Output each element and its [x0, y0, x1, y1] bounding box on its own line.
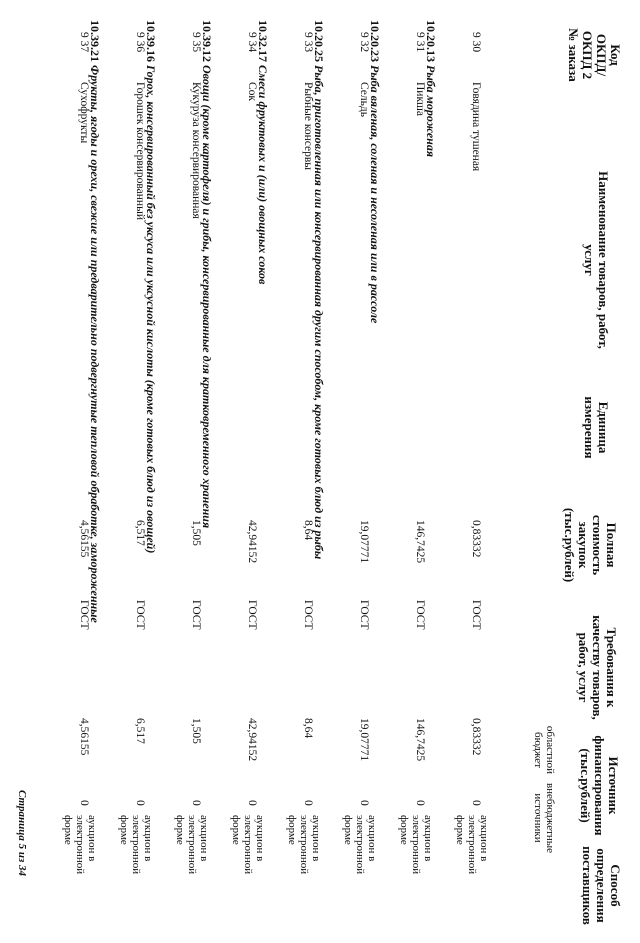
row-name: Говядина тушеная: [470, 82, 482, 172]
section-title: Горох, консервированный без уксуса или уксусной кислоты (кроме готовых блюд из овощей): [144, 65, 158, 554]
row-number: 9 32: [358, 32, 370, 53]
row-cost: 146,7425: [414, 520, 426, 564]
section-code: 10.20.23: [368, 20, 382, 62]
header-code-line-3: ОКПД 2: [580, 30, 595, 80]
row-regional: 4,56155: [78, 718, 90, 756]
row-cost: 42,94152: [246, 520, 258, 564]
section-title: Фрукты, ягоды и орехи, свежие или предварительно подвергнутые тепловой обработке, замороженные: [88, 65, 102, 623]
row-extra: 0: [302, 800, 314, 806]
header-code: [566, 20, 622, 90]
header-source: Источник финансирования (тыс.рублей): [578, 735, 621, 836]
row-method: аукцион в электронной форме: [454, 815, 490, 875]
row-name: Кукуруза консервированная: [190, 82, 202, 219]
header-code-line-4: № заказа: [566, 28, 581, 82]
row-method: аукцион в электронной форме: [286, 815, 322, 875]
header-name: Наименование товаров, работ, услуг: [582, 171, 611, 349]
section-code: 10.39.21: [88, 20, 102, 62]
header-source-extra: внебюджетные источники: [532, 782, 556, 854]
row-requirements: ГОСТ: [302, 600, 314, 630]
section-code: 10.20.13: [424, 20, 438, 62]
row-regional: 1,505: [190, 718, 202, 744]
header-code-line-1: Код: [608, 44, 623, 66]
row-number: 9 30: [470, 32, 482, 53]
row-number: 9 34: [246, 32, 258, 53]
row-requirements: ГОСТ: [414, 600, 426, 630]
row-cost: 1,505: [190, 520, 202, 546]
row-cost: 0,83332: [470, 520, 482, 558]
section-heading: [255, 20, 270, 284]
row-regional: 146,7425: [414, 718, 426, 762]
section-code: 10.20.25: [312, 20, 326, 62]
row-number: 9 33: [302, 32, 314, 53]
row-requirements: ГОСТ: [78, 600, 90, 630]
row-regional: 42,94152: [246, 718, 258, 762]
section-code: 10.39.12: [200, 20, 214, 62]
row-name: Пикша: [414, 82, 426, 117]
section-heading: [367, 20, 382, 323]
section-code: 10.39.16: [144, 20, 158, 62]
row-name: Рыбные консервы: [302, 82, 314, 170]
row-cost: 8,64: [302, 520, 314, 541]
page-number: Страница 5 из 34: [16, 790, 28, 877]
header-cost: Полная стоимость закупок (тыс.рублей): [562, 507, 619, 583]
header-source-regional: областной бюджет: [532, 725, 556, 775]
row-method: аукцион в электронной форме: [342, 815, 378, 875]
row-extra: 0: [358, 800, 370, 806]
row-cost: 6,517: [134, 520, 146, 546]
row-regional: 19,07771: [358, 718, 370, 762]
row-extra: 0: [246, 800, 258, 806]
row-extra: 0: [470, 800, 482, 806]
row-requirements: ГОСТ: [190, 600, 202, 630]
row-number: 9 37: [78, 32, 90, 53]
row-regional: 8,64: [302, 718, 314, 739]
row-name: Сухофрукты: [78, 82, 90, 144]
row-extra: 0: [78, 800, 90, 806]
row-extra: 0: [134, 800, 146, 806]
row-number: 9 31: [414, 32, 426, 53]
header-requirements: Требования к качеству товаров, работ, услуг: [576, 615, 619, 720]
section-title: Смеси фруктовых и (или) овощных соков: [256, 65, 270, 285]
header-unit: Единица измерения: [582, 396, 611, 459]
row-regional: 6,517: [134, 718, 146, 744]
row-number: 9 35: [190, 32, 202, 53]
row-requirements: ГОСТ: [470, 600, 482, 630]
row-method: аукцион в электронной форме: [230, 815, 266, 875]
row-cost: 4,56155: [78, 520, 90, 558]
header-code-line-2: ОКПД/: [594, 33, 609, 77]
section-title: Овощи (кроме картофеля) и грибы, консервированные для кратковременного хранения: [200, 65, 214, 529]
row-method: аукцион в электронной форме: [398, 815, 434, 875]
row-requirements: ГОСТ: [134, 600, 146, 630]
section-title: Рыба вяленая, соленая и несоленая или в рассоле: [368, 65, 382, 324]
row-requirements: ГОСТ: [358, 600, 370, 630]
row-requirements: ГОСТ: [246, 600, 258, 630]
row-regional: 0,83332: [470, 718, 482, 756]
row-extra: 0: [414, 800, 426, 806]
row-extra: 0: [190, 800, 202, 806]
section-title: Рыба, приготовленная или консервированная другим способом, кроме готовых блюд из рыбы: [312, 65, 326, 560]
row-cost: 19,07771: [358, 520, 370, 564]
row-name: Сельдь: [358, 82, 370, 117]
row-method: аукцион в электронной форме: [62, 815, 98, 875]
row-method: аукцион в электронной форме: [174, 815, 210, 875]
header-method: Способ определения поставщиков: [580, 846, 623, 925]
section-title: Рыба мороженая: [424, 65, 438, 158]
section-code: 10.32.17: [256, 20, 270, 62]
row-name: Сок: [246, 82, 258, 102]
row-number: 9 36: [134, 32, 146, 53]
row-method: аукцион в электронной форме: [118, 815, 154, 875]
row-name: Горошек консервированный: [134, 82, 146, 220]
